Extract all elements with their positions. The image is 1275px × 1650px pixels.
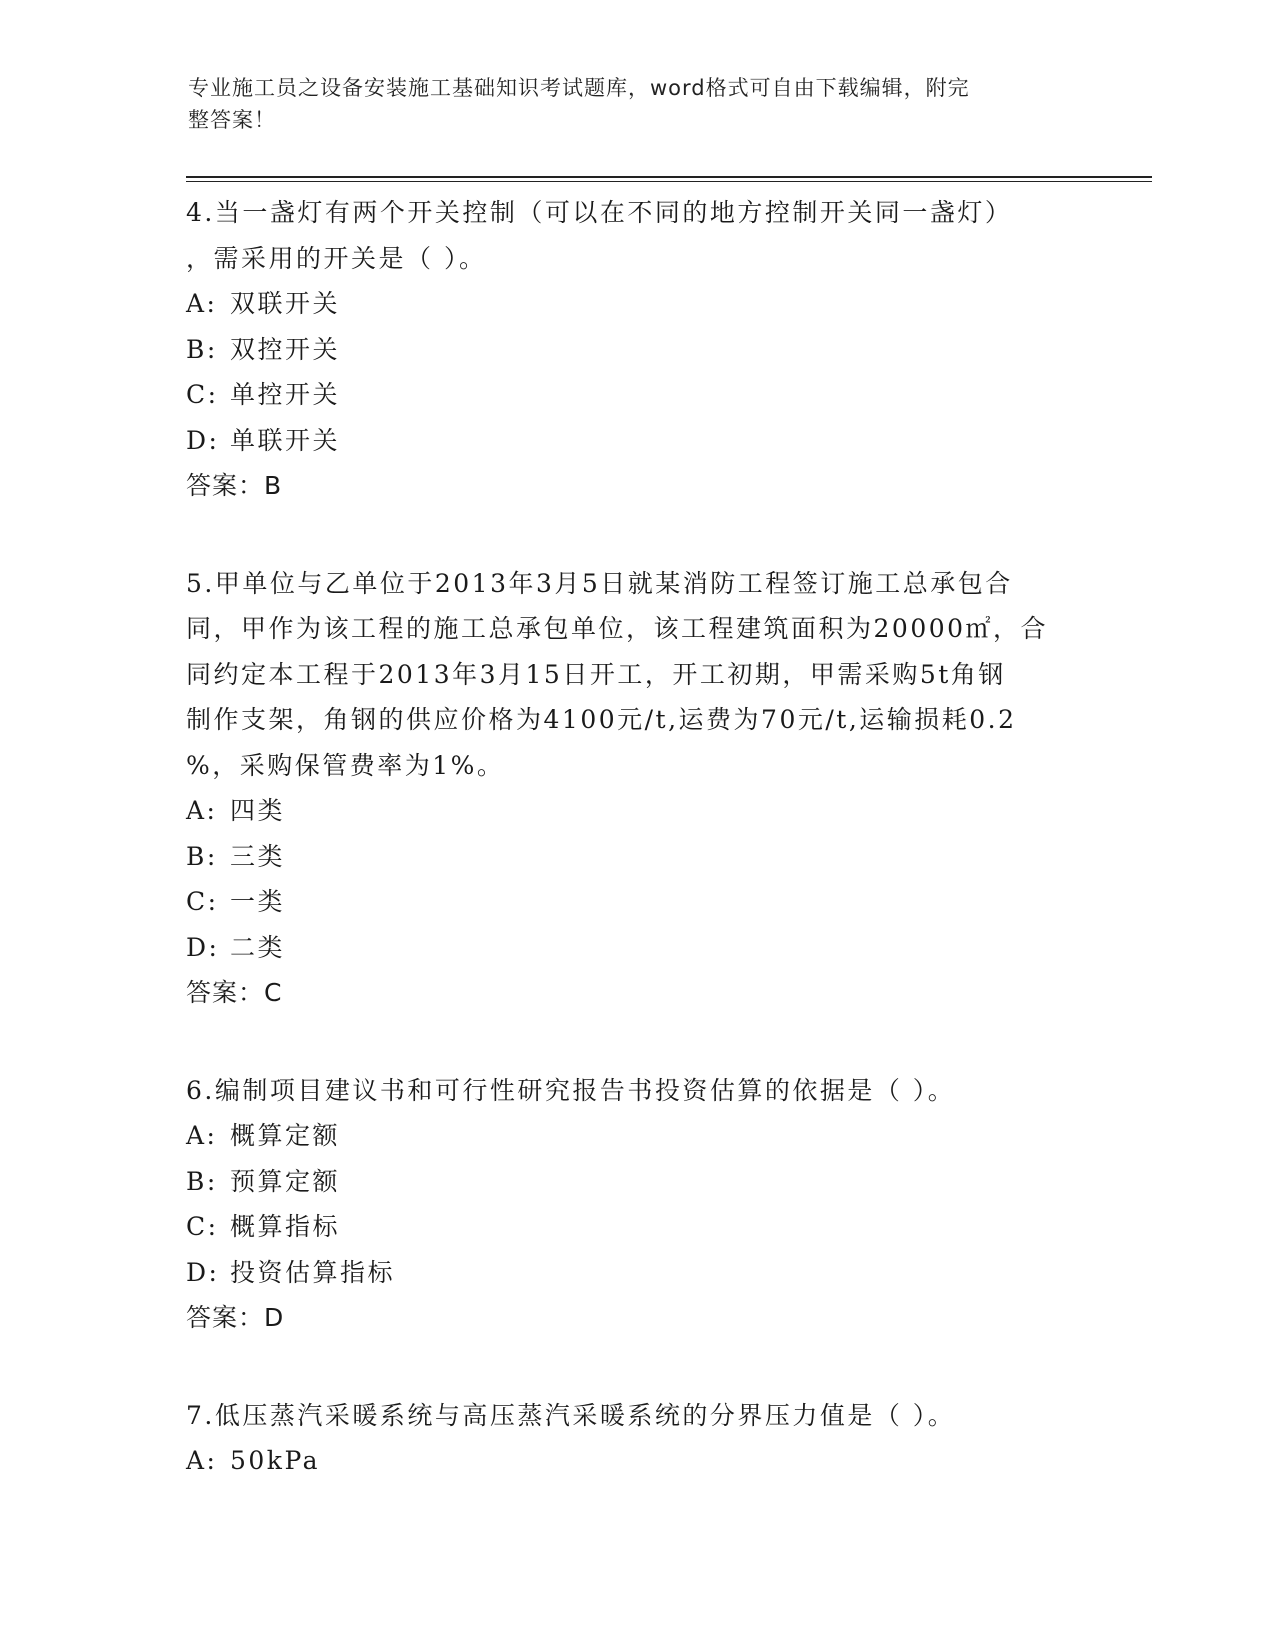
option-text: 单控开关: [230, 380, 341, 409]
option-b: [186, 327, 1086, 373]
option-text: 四类: [230, 796, 286, 825]
option-letter: B:: [186, 334, 218, 364]
option-text: 双联开关: [230, 289, 341, 318]
question-text: [186, 1068, 1086, 1114]
option-letter: D:: [186, 932, 220, 962]
option-text: 双控开关: [230, 334, 341, 364]
option-letter: A:: [186, 796, 218, 825]
option-b: [186, 1159, 1086, 1205]
question-line: 同，甲作为该工程的施工总承包单位，该工程建筑面积为20000㎡，合: [186, 614, 1049, 643]
option-b: [186, 834, 1086, 880]
question-number: 5.: [186, 568, 215, 598]
option-text: 三类: [230, 841, 286, 871]
question-number: 7.: [186, 1400, 215, 1430]
question-line: 编制项目建议书和可行性研究报告书投资估算的依据是（ ）。: [214, 1075, 956, 1105]
option-c: [186, 372, 1086, 418]
option-letter: A:: [186, 289, 218, 318]
question-7: [186, 1393, 1086, 1484]
answer-line: 答案：D: [186, 1303, 285, 1332]
question-line: ，需采用的开关是（ ）。: [186, 243, 487, 273]
option-letter: C:: [186, 887, 219, 916]
question-line: 低压蒸汽采暖系统与高压蒸汽采暖系统的分界压力值是（ ）。: [214, 1400, 956, 1430]
option-text: 概算定额: [230, 1121, 341, 1150]
option-d: [186, 418, 1086, 464]
document-header: [188, 72, 1068, 136]
question-line: 当一盏灯有两个开关控制（可以在不同的地方控制开关同一盏灯）: [214, 198, 1013, 227]
option-a: [186, 788, 1086, 834]
question-text: [186, 561, 1086, 607]
option-text: 50kPa: [230, 1446, 321, 1475]
question-number: 4.: [186, 198, 215, 227]
option-letter: A:: [186, 1446, 218, 1475]
header-divider-thin: [186, 181, 1152, 182]
question-4: [186, 190, 1086, 509]
option-text: 投资估算指标: [230, 1257, 396, 1287]
option-text: 概算指标: [230, 1212, 341, 1241]
header-line-2: 整答案！: [188, 108, 276, 132]
option-text: 预算定额: [230, 1166, 341, 1196]
question-line: %，采购保管费率为1%。: [186, 750, 505, 780]
option-a: [186, 1113, 1086, 1159]
option-letter: D:: [186, 425, 220, 455]
option-text: 二类: [230, 932, 286, 962]
option-c: [186, 879, 1086, 925]
question-text: [186, 1393, 1086, 1439]
option-text: 单联开关: [230, 425, 341, 455]
question-number: 6.: [186, 1075, 215, 1105]
option-d: [186, 925, 1086, 971]
question-6: [186, 1068, 1086, 1341]
question-list: [186, 190, 1086, 1536]
option-letter: B:: [186, 1166, 218, 1196]
header-line-1: 专业施工员之设备安装施工基础知识考试题库，word格式可自由下载编辑，附完: [188, 76, 970, 100]
option-letter: D:: [186, 1257, 220, 1287]
question-line: 制作支架，角钢的供应价格为4100元/t,运费为70元/t,运输损耗0.2: [186, 705, 1017, 734]
option-letter: C:: [186, 1212, 219, 1241]
question-line: 甲单位与乙单位于2013年3月5日就某消防工程签订施工总承包合: [214, 568, 1013, 598]
header-divider-thick: [186, 176, 1152, 178]
option-text: 一类: [230, 887, 286, 916]
option-letter: C:: [186, 380, 219, 409]
question-5: [186, 561, 1086, 1016]
answer-line: 答案：B: [186, 471, 283, 500]
question-line: 同约定本工程于2013年3月15日开工，开工初期，甲需采购5t角钢: [186, 659, 1006, 689]
option-c: [186, 1204, 1086, 1250]
option-d: [186, 1250, 1086, 1296]
option-a: [186, 281, 1086, 327]
option-a: [186, 1438, 1086, 1484]
option-letter: A:: [186, 1121, 218, 1150]
question-text: [186, 190, 1086, 236]
answer-line: 答案：C: [186, 978, 283, 1007]
option-letter: B:: [186, 841, 218, 871]
